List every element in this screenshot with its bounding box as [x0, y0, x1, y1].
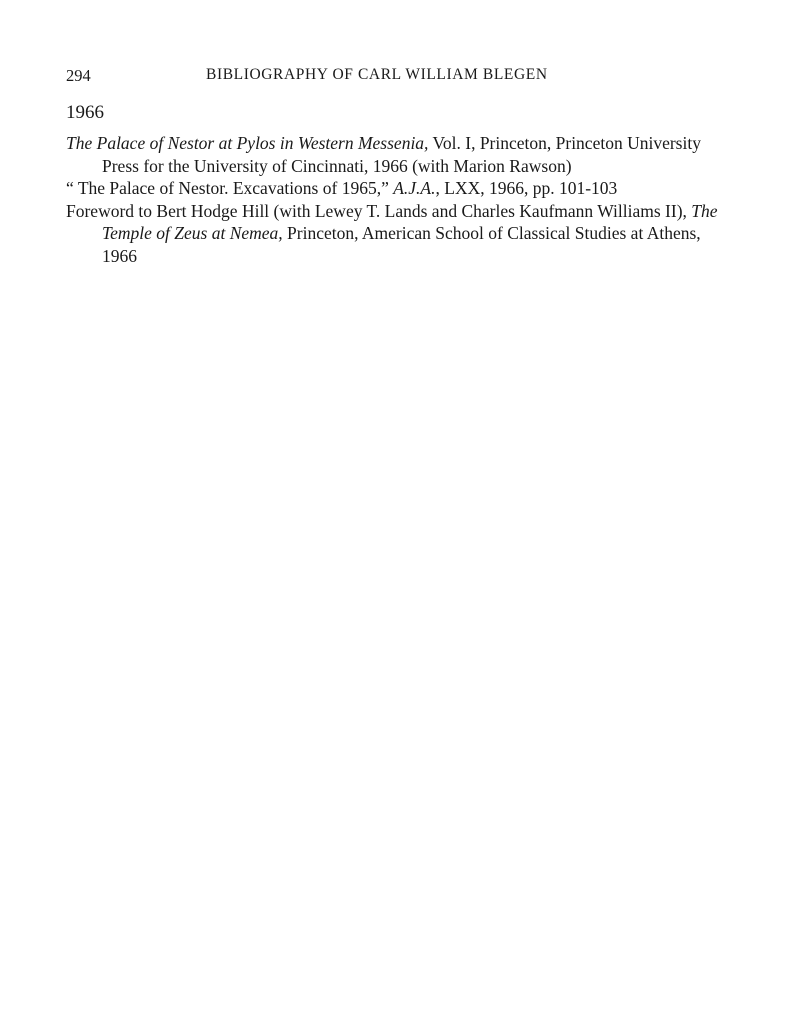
- bibliography-entry: [66, 177, 728, 200]
- entry-title: The Temple of Zeus at Nemea,: [102, 200, 718, 243]
- entry-prefix: Foreword to Bert Hodge Hill (with Lewey T. Lands and Charles Kaufmann Williams II),: [66, 200, 692, 221]
- entry-journal: A.J.A.: [393, 178, 436, 198]
- entry-details: Vol. I, Princeton, Princeton University Press for the University of Cincinnati, 1966 (with Marion Rawson): [102, 133, 701, 176]
- section-year-heading: 1966: [66, 102, 104, 123]
- bibliography-entry: [66, 200, 728, 268]
- running-title: BIBLIOGRAPHY OF CARL WILLIAM BLEGEN: [206, 66, 548, 83]
- bibliography-entries: [66, 132, 728, 267]
- page-number: 294: [66, 66, 91, 85]
- entry-details: Princeton, American School of Classical Studies at Athens, 1966: [102, 223, 701, 266]
- bibliography-entry: [66, 132, 728, 177]
- entry-details: , LXX, 1966, pp. 101-103: [435, 178, 618, 198]
- entry-title: The Palace of Nestor at Pylos in Western Messenia,: [66, 133, 429, 153]
- running-head: [66, 64, 728, 92]
- entry-prefix: “ The Palace of Nestor. Excavations of 1965,”: [66, 178, 394, 198]
- page: [66, 64, 728, 267]
